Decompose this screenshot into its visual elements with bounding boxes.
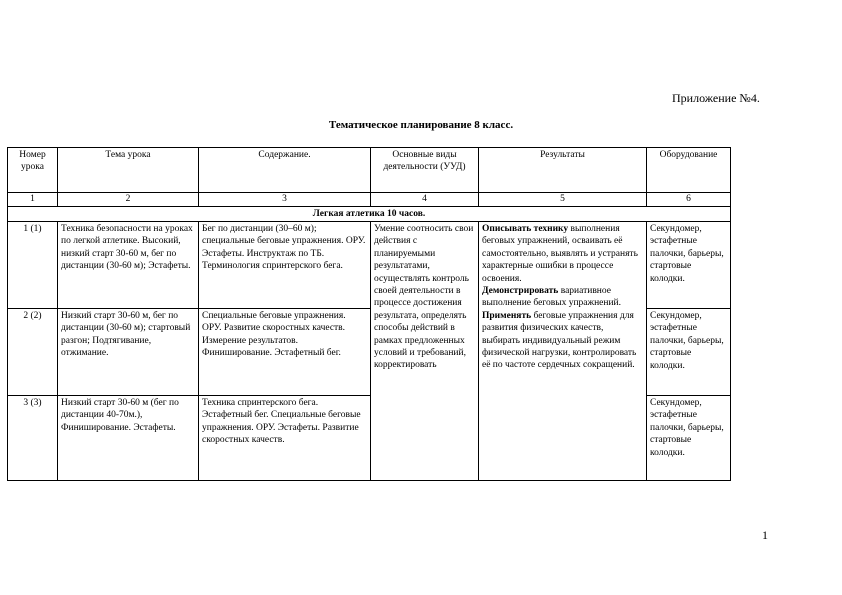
header-results: Результаты [479,148,647,193]
lesson-equipment: Секундомер, эстафетные палочки, барьеры, стартовые колодки. [647,222,731,309]
results-apply-bold: Применять [482,310,532,321]
results-describe-bold: Описывать технику [482,224,569,234]
column-number-row [8,193,731,207]
results-demonstrate-bold: Демонстрировать [482,286,559,297]
column-number: 1 [8,193,58,207]
column-number: 5 [479,193,647,207]
column-number: 6 [647,193,731,207]
results-describe-text: выполнения беговых упражнений, осваивать её самостоятельно, выявлять и устранять характерные ошибки в процессе освоения. [482,224,638,284]
column-number: 3 [199,193,371,207]
planning-table [7,147,731,481]
page-number: 1 [762,528,768,542]
lesson-topic: Низкий старт 30-60 м (бег по дистанции 40-70м.), Финиширование. Эстафеты. [58,396,199,481]
lesson-equipment: Секундомер, эстафетные палочки, барьеры, стартовые колодки. [647,396,731,481]
section-title: Легкая атлетика 10 часов. [8,207,731,222]
appendix-label: Приложение №4. [672,91,760,105]
lesson-activities: Умение соотносить свои действия с планируемыми результатами, осуществлять контроль своей деятельности в процессе достижения результата, определять способы действий в рамках предложенных условий и требований, корректировать [371,222,479,481]
header-activities: Основные виды деятельности (УУД) [371,148,479,193]
lesson-number: 2 (2) [8,309,58,396]
section-row [8,207,731,222]
lesson-topic: Техника безопасности на уроках по легкой атлетике. Высокий, низкий старт 30-60 м, бег по дистанции (30-60 м); Эстафеты. [58,222,199,309]
lesson-content: Бег по дистанции (30–60 м); специальные беговые упражнения. ОРУ. Эстафеты. Инструктаж по ТБ. Терминология спринтерского бега. [199,222,371,309]
header-row [8,148,731,193]
table-row [8,222,731,309]
header-equipment: Оборудование [647,148,731,193]
column-number: 4 [371,193,479,207]
lesson-results [479,222,647,481]
lesson-number: 3 (3) [8,396,58,481]
column-number: 2 [58,193,199,207]
lesson-content: Специальные беговые упражнения. ОРУ. Развитие скоростных качеств. Измерение результатов. Финиширование. Эстафетный бег. [199,309,371,396]
results-demonstrate-text: вариативное выполнение беговых упражнений. [482,286,621,309]
lesson-number: 1 (1) [8,222,58,309]
lesson-content: Техника спринтерского бега. Эстафетный бег. Специальные беговые упражнения. ОРУ. Эстафеты. Развитие скоростных качеств. [199,396,371,481]
lesson-equipment: Секундомер, эстафетные палочки, барьеры, стартовые колодки. [647,309,731,396]
header-lesson-number: Номер урока [8,148,58,193]
lesson-topic: Низкий старт 30-60 м, бег по дистанции (30-60 м); стартовый разгон; Подтягивание, отжимание. [58,309,199,396]
header-topic: Тема урока [58,148,199,193]
page-title: Тематическое планирование 8 класс. [328,119,514,131]
results-apply-text: беговые упражнения для развития физических качеств, выбирать индивидуальный режим физической нагрузки, контролировать её по частоте сердечных сокращений. [482,310,637,371]
header-content: Содержание. [199,148,371,193]
